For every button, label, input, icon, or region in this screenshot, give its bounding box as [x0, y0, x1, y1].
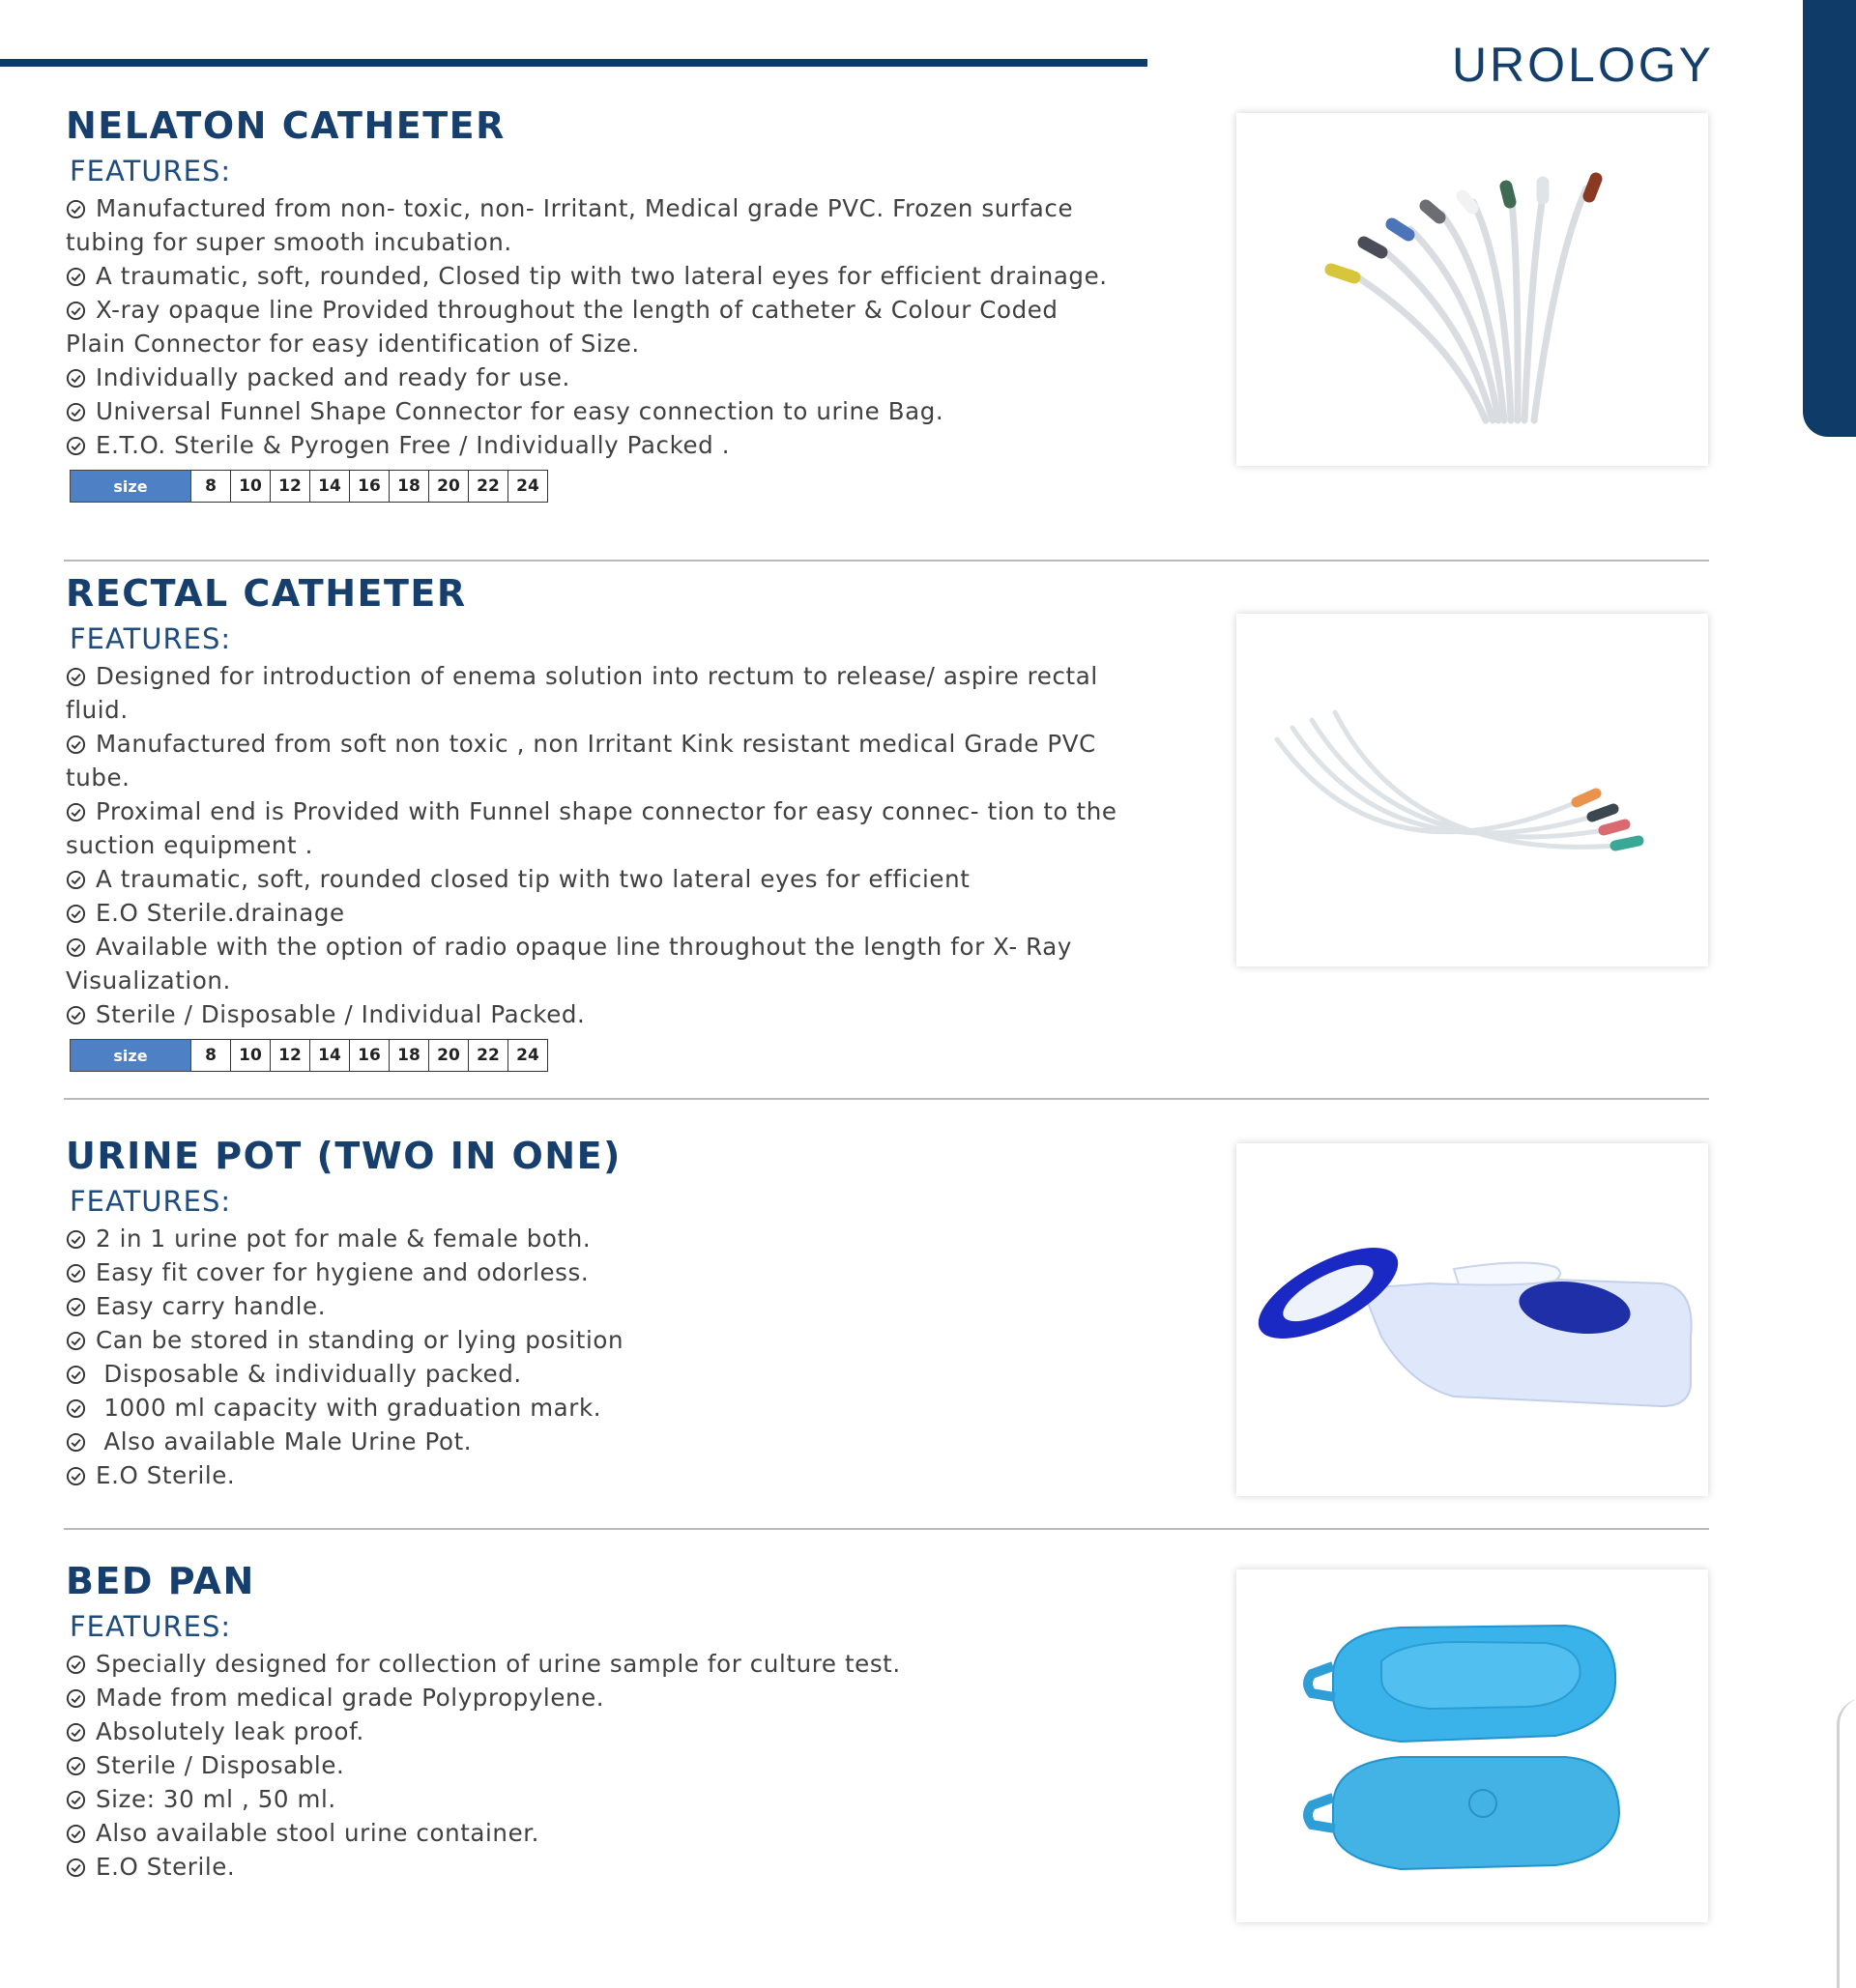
- feature-text: Specially designed for collection of urine sample for culture test.: [96, 1650, 901, 1678]
- feature-text: 2 in 1 urine pot for male & female both.: [96, 1224, 592, 1253]
- check-circle-icon: [66, 937, 86, 958]
- size-cell: 12: [271, 470, 310, 503]
- check-circle-icon: [66, 870, 86, 890]
- feature-text: Individually packed and ready for use.: [96, 363, 570, 391]
- size-cell: 20: [429, 470, 469, 503]
- feature-text: Also available stool urine container.: [96, 1819, 540, 1847]
- check-circle-icon: [66, 1466, 86, 1486]
- feature-item: [66, 1289, 1119, 1323]
- check-circle-icon: [66, 1688, 86, 1709]
- size-cell: 20: [429, 1039, 469, 1072]
- size-cell: 10: [231, 1039, 271, 1072]
- feature-text: Size: 30 ml , 50 ml.: [96, 1785, 336, 1813]
- check-circle-icon: [66, 199, 86, 219]
- check-circle-icon: [66, 1398, 86, 1419]
- feature-text: E.T.O. Sterile & Pyrogen Free / Individually Packed .: [96, 431, 731, 459]
- feature-text: Can be stored in standing or lying position: [96, 1326, 624, 1354]
- size-cell: 24: [508, 470, 548, 503]
- feature-item: [66, 191, 1119, 259]
- rectal-catheter-illustration: [1236, 614, 1708, 966]
- check-circle-icon: [66, 402, 86, 422]
- feature-item: [66, 1255, 1119, 1289]
- feature-text: A traumatic, soft, rounded closed tip with two lateral eyes for efficient: [96, 865, 971, 893]
- feature-text: E.O Sterile.drainage: [96, 899, 345, 927]
- feature-text: Manufactured from soft non toxic , non Irritant Kink resistant medical Grade PVC tube.: [66, 730, 1096, 792]
- feature-item: [66, 794, 1119, 862]
- feature-text: Absolutely leak proof.: [96, 1717, 364, 1745]
- feature-item: [66, 862, 1119, 896]
- features-list: [66, 1222, 1119, 1492]
- feature-item: [66, 659, 1119, 727]
- features-heading: FEATURES:: [70, 622, 232, 655]
- feature-item: [66, 428, 1119, 462]
- urine-pot-image: [1236, 1143, 1708, 1496]
- feature-text: Easy carry handle.: [96, 1292, 327, 1320]
- check-circle-icon: [66, 1432, 86, 1453]
- features-list: [66, 659, 1119, 1031]
- section-title: RECTAL CATHETER: [66, 572, 467, 615]
- features-heading: FEATURES:: [70, 155, 232, 187]
- check-circle-icon: [66, 1756, 86, 1776]
- rectal-catheter-image: [1236, 614, 1708, 966]
- feature-item: [66, 1458, 1119, 1492]
- feature-text: 1000 ml capacity with graduation mark.: [96, 1394, 602, 1422]
- section-title: URINE POT (TWO IN ONE): [66, 1135, 622, 1177]
- check-circle-icon: [66, 1655, 86, 1675]
- size-cell: 24: [508, 1039, 548, 1072]
- feature-item: [66, 727, 1119, 794]
- size-cell: 10: [231, 470, 271, 503]
- feature-item: [66, 997, 1119, 1031]
- check-circle-icon: [66, 802, 86, 822]
- feature-text: Universal Funnel Shape Connector for easy connection to urine Bag.: [96, 397, 944, 425]
- feature-item: [66, 1647, 1119, 1681]
- feature-text: Sterile / Disposable / Individual Packed.: [96, 1000, 586, 1028]
- check-circle-icon: [66, 436, 86, 456]
- feature-text: E.O Sterile.: [96, 1461, 236, 1489]
- check-circle-icon: [66, 1790, 86, 1810]
- feature-text: Available with the option of radio opaque line throughout the length for X- Ray Visualization.: [66, 933, 1072, 994]
- check-circle-icon: [66, 1858, 86, 1878]
- check-circle-icon: [66, 1263, 86, 1283]
- check-circle-icon: [66, 735, 86, 755]
- section-title: NELATON CATHETER: [66, 104, 506, 147]
- feature-item: [66, 1681, 1119, 1714]
- check-circle-icon: [66, 667, 86, 687]
- check-circle-icon: [66, 301, 86, 321]
- check-circle-icon: [66, 1005, 86, 1025]
- feature-item: [66, 360, 1119, 394]
- check-circle-icon: [66, 1824, 86, 1844]
- feature-item: [66, 394, 1119, 428]
- feature-text: Also available Male Urine Pot.: [96, 1427, 473, 1455]
- check-circle-icon: [66, 368, 86, 389]
- bed-pan-image: [1236, 1570, 1708, 1922]
- feature-item: [66, 1357, 1119, 1391]
- size-cell: 16: [350, 1039, 390, 1072]
- feature-item: [66, 259, 1119, 293]
- feature-item: [66, 896, 1119, 930]
- check-circle-icon: [66, 1365, 86, 1385]
- feature-item: [66, 930, 1119, 997]
- size-cell: 22: [469, 470, 508, 503]
- feature-text: Proximal end is Provided with Funnel shape connector for easy connec- tion to the suction equipment .: [66, 797, 1117, 859]
- feature-text: Sterile / Disposable.: [96, 1751, 345, 1779]
- size-cell: 16: [350, 470, 390, 503]
- section-divider: [64, 1528, 1709, 1530]
- edge-tab: [1803, 0, 1856, 437]
- bed-pan-illustration: [1236, 1570, 1708, 1922]
- size-table: [70, 470, 1709, 503]
- check-circle-icon: [66, 267, 86, 287]
- check-circle-icon: [66, 904, 86, 924]
- feature-item: [66, 293, 1119, 360]
- feature-item: [66, 1748, 1119, 1782]
- page-title: UROLOGY: [1451, 38, 1714, 92]
- features-heading: FEATURES:: [70, 1610, 232, 1643]
- size-label: size: [70, 1039, 191, 1072]
- check-circle-icon: [66, 1722, 86, 1743]
- size-cell: 18: [390, 1039, 429, 1072]
- check-circle-icon: [66, 1331, 86, 1351]
- feature-item: [66, 1782, 1119, 1816]
- size-label: size: [70, 470, 191, 503]
- feature-text: Designed for introduction of enema solution into rectum to release/ aspire rectal fluid.: [66, 662, 1098, 724]
- feature-text: Manufactured from non- toxic, non- Irritant, Medical grade PVC. Frozen surface tubing for super smooth incubation.: [66, 194, 1074, 256]
- feature-item: [66, 1323, 1119, 1357]
- feature-text: Made from medical grade Polypropylene.: [96, 1684, 605, 1712]
- feature-text: A traumatic, soft, rounded, Closed tip with two lateral eyes for efficient drainage.: [96, 262, 1108, 290]
- urine-pot-illustration: [1236, 1143, 1708, 1496]
- size-cell: 14: [310, 1039, 350, 1072]
- section-divider: [64, 1098, 1709, 1100]
- page-curl: [1837, 1698, 1856, 1988]
- size-cell: 8: [191, 470, 231, 503]
- feature-item: [66, 1222, 1119, 1255]
- feature-item: [66, 1391, 1119, 1425]
- features-list: [66, 1647, 1119, 1884]
- size-cell: 8: [191, 1039, 231, 1072]
- header-rule: [0, 59, 1147, 67]
- section-title: BED PAN: [66, 1560, 255, 1602]
- feature-item: [66, 1714, 1119, 1748]
- section-divider: [64, 560, 1709, 562]
- check-circle-icon: [66, 1297, 86, 1317]
- features-list: [66, 191, 1119, 462]
- size-cell: 22: [469, 1039, 508, 1072]
- size-table: [70, 1039, 1709, 1072]
- feature-item: [66, 1425, 1119, 1458]
- features-heading: FEATURES:: [70, 1185, 232, 1218]
- check-circle-icon: [66, 1229, 86, 1250]
- size-cell: 18: [390, 470, 429, 503]
- feature-text: Easy fit cover for hygiene and odorless.: [96, 1258, 590, 1286]
- feature-text: X-ray opaque line Provided throughout the length of catheter & Colour Coded Plain Connector for easy identification of Size.: [66, 296, 1058, 358]
- size-cell: 12: [271, 1039, 310, 1072]
- feature-text: E.O Sterile.: [96, 1853, 236, 1881]
- catheter-fan-illustration: [1236, 113, 1708, 466]
- feature-text: Disposable & individually packed.: [96, 1360, 522, 1388]
- size-cell: 14: [310, 470, 350, 503]
- feature-item: [66, 1816, 1119, 1850]
- feature-item: [66, 1850, 1119, 1884]
- nelaton-catheter-image: [1236, 113, 1708, 466]
